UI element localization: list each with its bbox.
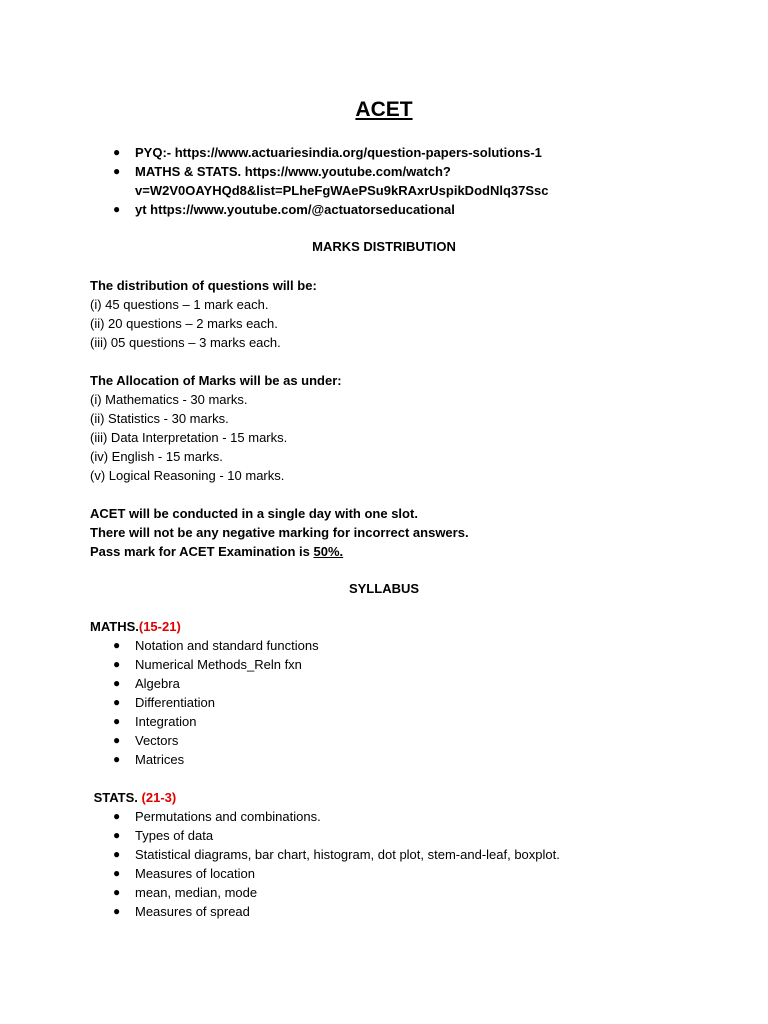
bullet-icon: ● bbox=[113, 904, 121, 918]
maths-topic: Algebra bbox=[135, 676, 180, 691]
link-youtube[interactable]: yt https://www.youtube.com/@actuatorseducational bbox=[135, 202, 455, 217]
pass-mark-label: Pass mark for ACET Examination is bbox=[90, 544, 314, 559]
bullet-icon: ● bbox=[113, 638, 121, 652]
allocation-item: (v) Logical Reasoning - 10 marks. bbox=[90, 468, 285, 483]
stats-topic: Measures of spread bbox=[135, 904, 250, 919]
maths-topic: Numerical Methods_Reln fxn bbox=[135, 657, 302, 672]
maths-topic: Differentiation bbox=[135, 695, 215, 710]
maths-topic: Matrices bbox=[135, 752, 185, 767]
maths-range: (15-21) bbox=[138, 619, 181, 634]
pass-mark-value: 50%. bbox=[313, 544, 344, 559]
link-pyq[interactable]: PYQ:- https://www.actuariesindia.org/question-papers-solutions-1 bbox=[135, 145, 542, 160]
allocation-item: (ii) Statistics - 30 marks. bbox=[90, 411, 229, 426]
bullet-icon: ● bbox=[113, 695, 121, 709]
bullet-icon: ● bbox=[113, 828, 121, 842]
maths-topic: Integration bbox=[135, 714, 197, 729]
stats-topic: Measures of location bbox=[135, 866, 255, 881]
questions-item: (ii) 20 questions – 2 marks each. bbox=[90, 316, 278, 331]
stats-topic: Permutations and combinations. bbox=[135, 809, 321, 824]
syllabus-heading: SYLLABUS bbox=[348, 581, 420, 596]
marks-heading: MARKS DISTRIBUTION bbox=[312, 239, 456, 254]
questions-item: (i) 45 questions – 1 mark each. bbox=[90, 297, 269, 312]
questions-item: (iii) 05 questions – 3 marks each. bbox=[90, 335, 281, 350]
allocation-heading: The Allocation of Marks will be as under: bbox=[90, 373, 342, 388]
link-maths-stats-cont[interactable]: v=W2V0OAYHQd8&list=PLheFgWAePSu9kRAxrUspikDodNlq37Ssc bbox=[135, 183, 549, 198]
allocation-item: (i) Mathematics - 30 marks. bbox=[90, 392, 248, 407]
bullet-icon: ● bbox=[113, 847, 121, 861]
note-negative-marking: There will not be any negative marking for incorrect answers. bbox=[90, 525, 469, 540]
allocation-item: (iii) Data Interpretation - 15 marks. bbox=[90, 430, 288, 445]
bullet-icon: ● bbox=[113, 714, 121, 728]
maths-heading bbox=[90, 617, 181, 636]
bullet-icon: ● bbox=[113, 202, 121, 216]
bullet-icon: ● bbox=[113, 866, 121, 880]
link-maths-stats[interactable]: MATHS & STATS. https://www.youtube.com/watch? bbox=[135, 164, 451, 179]
bullet-icon: ● bbox=[113, 676, 121, 690]
questions-heading: The distribution of questions will be: bbox=[90, 278, 317, 293]
bullet-icon: ● bbox=[113, 752, 121, 766]
note-pass-mark bbox=[90, 542, 343, 561]
bullet-icon: ● bbox=[113, 733, 121, 747]
bullet-icon: ● bbox=[113, 885, 121, 899]
stats-topic: Statistical diagrams, bar chart, histogram, dot plot, stem-and-leaf, boxplot. bbox=[135, 847, 560, 862]
stats-range: (21-3) bbox=[141, 790, 177, 805]
bullet-icon: ● bbox=[113, 657, 121, 671]
bullet-icon: ● bbox=[113, 164, 121, 178]
maths-topic: Vectors bbox=[135, 733, 179, 748]
stats-label: STATS. bbox=[90, 790, 142, 805]
note-single-day: ACET will be conducted in a single day with one slot. bbox=[90, 506, 418, 521]
maths-label: MATHS. bbox=[90, 619, 139, 634]
bullet-icon: ● bbox=[113, 145, 121, 159]
allocation-item: (iv) English - 15 marks. bbox=[90, 449, 223, 464]
maths-topic: Notation and standard functions bbox=[135, 638, 319, 653]
bullet-icon: ● bbox=[113, 809, 121, 823]
stats-topic: mean, median, mode bbox=[135, 885, 258, 900]
stats-heading bbox=[90, 788, 176, 807]
stats-topic: Types of data bbox=[135, 828, 214, 843]
page-title: ACET bbox=[355, 98, 413, 121]
